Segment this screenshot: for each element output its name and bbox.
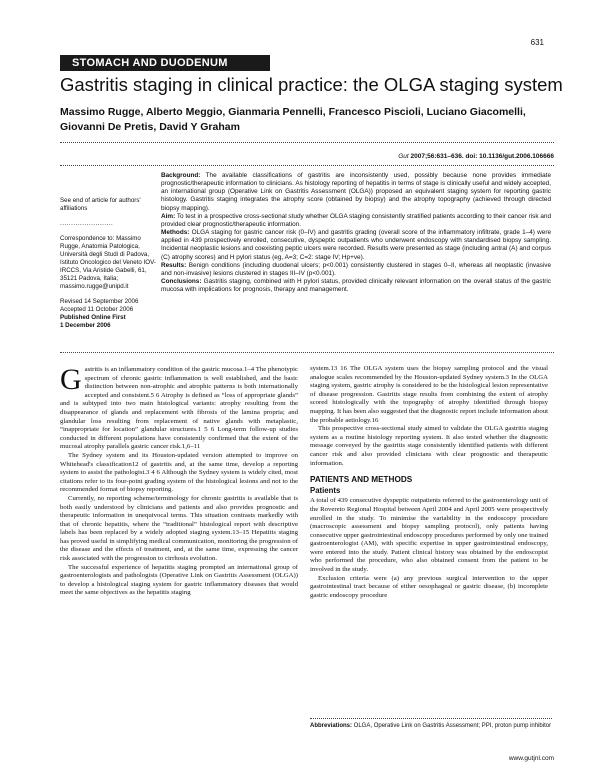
body-column-right — [310, 365, 548, 600]
aim-label: Aim: — [161, 212, 176, 220]
divider — [60, 165, 554, 166]
abbreviations — [310, 723, 552, 731]
published-label: Published Online First — [60, 314, 126, 321]
paragraph: Exclusion criteria were (a) any previous surgical intervention to the upper gastrointestinal tract because of either oesophageal or gastric disease, (b) incomplete gastric endoscopy procedure — [310, 574, 548, 599]
revised-date: Revised 14 September 2006 — [60, 298, 139, 305]
citation-journal: Gut — [398, 153, 409, 160]
background-text: The available classifications of gastritis are inconsistently used, possibly because none provides immediate prognostic/therapeutic information to clinicians. As histology reporting of hepatitis in terms of stage is clinically useful and widely accepted, an international group (Operative Link on Gastritis Assessment (OLGA)) proposed an equivalent staging system for reporting gastric histology. Gastritis staging integrates the atrophy score (obtained by biopsy) and the atrophy topography (achieved through directed biopsy mapping). — [161, 172, 551, 212]
results-text: Benign conditions (including duodenal ulcers; p<0.001) consistently clustered in stages 0–II, whereas all neoplastic (invasive and non-invasive) lesions clustered in stages III–IV (p<0.001). — [161, 261, 551, 277]
subsection-heading: Patients — [310, 485, 341, 495]
conclusions-label: Conclusions: — [161, 278, 202, 286]
divider — [60, 142, 554, 143]
published-date: 1 December 2006 — [60, 322, 111, 329]
divider — [310, 718, 552, 719]
background-label: Background: — [161, 172, 201, 179]
citation-details: 2007;56:631–636. doi: 10.1136/gut.2006.106666 — [408, 153, 554, 160]
paragraph: The successful experience of hepatitis staging prompted an international group of gastroenterologists and pathologists (Operative Link on Gastritis Assessment (OLGA)) to develop a histological staging system for gastric inflammatory diseases that would meet the same objectives as the hepatitis staging — [60, 563, 298, 597]
results-label: Results: — [161, 261, 187, 269]
paragraph: A total of 439 consecutive dyspeptic outpatients referred to the gastroenterology unit of the Rovereto Regional Hospital between April 2004 and April 2005 were prospectively enrolled in the study. To minimise the variability in the endoscopy procedure (macroscopic assessment and biopsy sampling protocol), only patients having consecutive upper gastrointestinal endoscopy procedures performed by only one trained gastroenterologist (AM), with specific expertise in upper gastrointestinal endoscopy, were entered into the study. Patient clinical history was obtained by the endoscopist who performed the procedure, who also obtained consent from the patient to be involved in the study. — [310, 497, 548, 574]
abstract-conclusions — [161, 278, 551, 294]
section-band: STOMACH AND DUODENUM — [60, 55, 270, 71]
paragraph: This prospective cross-sectional study aimed to validate the OLGA gastritis staging system as a routine histology reporting system. It also tested whether the diagnostic message conveyed by the gastritis stage consistently identified patients with different cancer risk and also provided clinicians with clear prognostic and therapeutic information. — [310, 425, 548, 467]
authors-line-1: Massimo Rugge, Alberto Meggio, Gianmaria Pennelli, Francesco Piscioli, Luciano Giacomelli, — [60, 106, 526, 118]
article-title: Gastritis staging in clinical practice: the OLGA staging system — [60, 74, 563, 95]
abstract-aim — [161, 213, 551, 229]
drop-cap: G — [60, 363, 82, 396]
paragraph: Currently, no reporting scheme/terminology for chronic gastritis is available that is both easily understood by clinicians and patients and also provides prognostic and therapeutic information in unequivocal terms. This situation contrasts markedly with that of chronic hepatitis, where the “traditional” histological report with descriptive labels has been replaced by a widely adopted staging system.13–15 Hepatitis staging has proved useful in simplifying medical communication, monitoring the progression of the disease and the effects of treatment, and, at the same time, expressing the cancer risk associated with the progression to cirrhosis evolution. — [60, 494, 298, 563]
conclusions-text: Gastritis staging, combined with H pylori status, provided clinically relevant information on the overall status of the gastric mucosa with implications for prognosis, therapy and management. — [161, 278, 551, 294]
paragraph-text: astritis is an inflammatory condition of the gastric mucosa.1–4 The phenotypic spectrum of chronic gastric inflammation is well established, and the basic distinction between non-atrophic and atrophic patterns is both internationally accepted and consistent.5 6 Atrophy is defined as “loss of appropriate glands” and is subtyped into two main histological variants: atrophy resulting from the disappearance of glands and replacement with fibrosis of the lamina propria; and glandular loss resulting from replacement of native glands with metaplastic, “inappropriate for location” glandular structures.1 5 6 Long-term follow-up studies conducted in different populations have consistently confirmed that the extent of the mucosal atrophy parallels gastric cancer risk.1,6–11 — [60, 366, 298, 451]
sidebar-dots: ........................ — [60, 220, 114, 227]
methods-text: OLGA staging for gastric cancer risk (0–IV) and gastritis grading (overall score of the inflammatory infiltrate, grade 1–4) were applied in 439 prospectively enrolled, consecutive, dyspeptic outpatients who underwent endoscopy with standardised biopsy sampling. Incidental neoplastic lesions and coexisting peptic ulcers were recorded. Results were presented as stage (including antral (A) and corpus (C) atrophy scores) and H pylori status (eg, A=3; C=2: stage IV; Hp+ve). — [161, 229, 551, 261]
author-list — [60, 105, 550, 135]
aim-text: To test in a prospective cross-sectional study whether OLGA staging consistently stratified patients according to their cancer risk and provided clear prognostic/therapeutic information. — [161, 212, 551, 228]
affiliations-note: See end of article for authors' affiliations — [60, 197, 141, 212]
abstract-results — [161, 262, 551, 278]
paragraph: system.13 16 The OLGA system uses the biopsy sampling protocol and the visual analogue scales recommended by the Houston-updated Sydney system.3 In the OLGA staging system, gastric atrophy is considered to be the histological lesion representative of disease progression. Gastritis stage results from combining the extent of atrophy scored histologically with the topography of atrophy identified through biopsy mapping. It has been also suggested that the diagnostic report include information about the probable aetiology.16 — [310, 365, 548, 424]
correspondence: Correspondence to: Massimo Rugge, Anatomia Patologica, Università degli Studi di Padova, Istituto Oncologico del Veneto IOV-IRCCS, Via Aristide Gabelli, 61, 35121 Padova, Italia; massimo.rugge@unipd.it — [60, 235, 156, 290]
paragraph — [60, 363, 298, 452]
body-column-left — [60, 363, 298, 598]
abstract-background — [161, 172, 551, 213]
authors-line-2: Giovanni De Pretis, David Y Graham — [60, 121, 240, 133]
article-sidebar — [60, 197, 156, 337]
journal-url: www.gutjnl.com — [508, 755, 554, 762]
section-heading: PATIENTS AND METHODS — [310, 475, 413, 485]
page-number: 631 — [530, 38, 544, 47]
abstract — [161, 172, 551, 294]
accepted-date: Accepted 11 October 2006 — [60, 306, 134, 313]
paragraph: The Sydney system and its Houston-updated version attempted to improve on Whitehead's classification12 of gastritis and, at the same time, develop a reporting system to assist the pathologist.3 4 6 Although the Sydney system is widely cited, most citations refer to its four-point grading system of the histological lesions and not to the recommended format of biopsy reporting. — [60, 451, 298, 494]
abstract-methods — [161, 229, 551, 262]
abbreviations-label: Abbreviations: — [310, 723, 353, 729]
divider — [60, 352, 554, 353]
citation — [398, 153, 554, 160]
abbreviations-text: OLGA, Operative Link on Gastritis Assessment; PPI, proton pump inhibitor — [352, 723, 552, 729]
methods-label: Methods: — [161, 229, 190, 237]
